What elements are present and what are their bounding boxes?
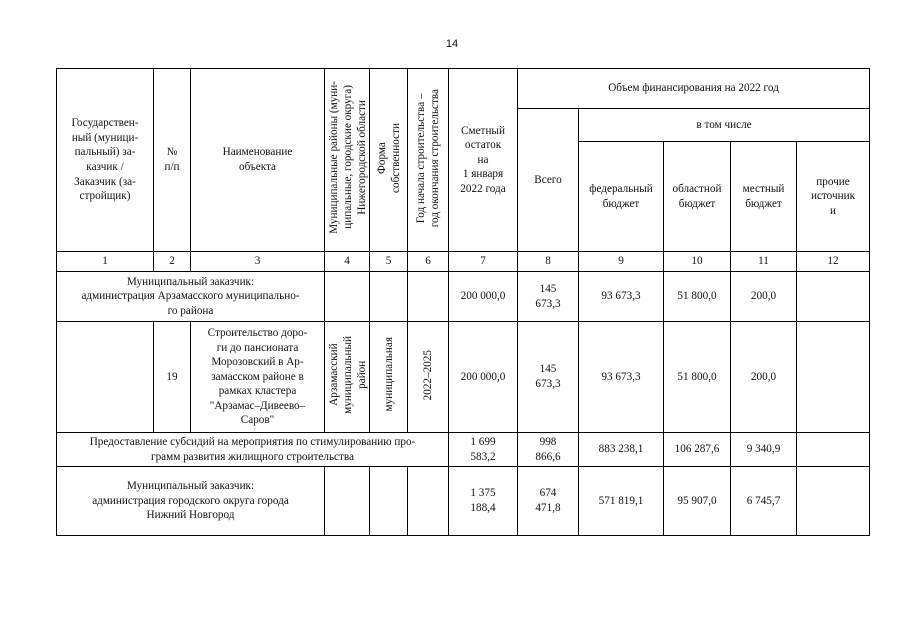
total-cell: 998 866,6 [518,433,579,467]
municipality-cell [325,322,370,433]
estimated-cell: 200 000,0 [449,322,518,433]
estimated-cell: 200 000,0 [449,272,518,322]
subsidy-label-cell: Предоставление субсидий на мероприятия по стимулированию про- грамм развития жилищного строительства [57,433,449,467]
column-number: 5 [370,252,408,272]
municipality-text: Арзамасский муниципальный район [328,335,368,414]
other-cell [797,467,870,536]
header-number: № п/п [154,69,191,252]
empty-cell [370,272,408,322]
total-cell: 145 673,3 [518,272,579,322]
nn-customer-cell: Муниципальный заказчик: администрация городского округа города Нижний Новгород [57,467,325,536]
empty-cell [325,272,370,322]
regional-cell: 51 800,0 [664,272,731,322]
column-number: 1 [57,252,154,272]
column-number: 11 [731,252,797,272]
header-total: Всего [518,109,579,252]
column-number: 9 [579,252,664,272]
empty-cell [370,467,408,536]
header-object-name: Наименование объекта [191,69,325,252]
table-row-arzamas-admin [57,272,870,322]
federal-cell: 571 819,1 [579,467,664,536]
page-number: 14 [445,38,459,50]
header-years-text: Год начала строительства – год окончания строительства [415,88,441,227]
ownership-cell [370,322,408,433]
estimated-cell: 1 375 188,4 [449,467,518,536]
arzamas-customer-cell: Муниципальный заказчик: администрация Арзамасского муниципально- го района [57,272,325,322]
table-row-road-object [57,322,870,433]
number-cell: 19 [154,322,191,433]
column-number: 10 [664,252,731,272]
regional-cell: 95 907,0 [664,467,731,536]
header-financing-volume: Объем финансирования на 2022 год [518,69,870,109]
empty-cell [57,322,154,433]
ownership-text: муниципальная [382,337,395,412]
empty-cell [325,467,370,536]
total-cell: 145 673,3 [518,322,579,433]
other-cell [797,272,870,322]
header-municipality [325,69,370,252]
column-number: 3 [191,252,325,272]
header-local: местный бюджет [731,142,797,252]
header-ownership-text: Форма собственности [375,122,402,193]
total-cell: 674 471,8 [518,467,579,536]
header-years [408,69,449,252]
empty-cell [408,467,449,536]
years-cell [408,322,449,433]
column-number: 2 [154,252,191,272]
local-cell: 6 745,7 [731,467,797,536]
federal-cell: 93 673,3 [579,272,664,322]
financing-table [56,68,870,536]
empty-cell [408,272,449,322]
column-number: 7 [449,252,518,272]
header-customer: Государствен- ный (муници- пальный) за- казчик / Заказчик (за- стройщик) [57,69,154,252]
local-cell: 200,0 [731,272,797,322]
column-number: 8 [518,252,579,272]
column-number: 4 [325,252,370,272]
column-number-row [57,252,870,272]
header-regional: областной бюджет [664,142,731,252]
header-ownership [370,69,408,252]
header-federal: федеральный бюджет [579,142,664,252]
object-name-cell: Строительство доро- ги до пансионата Морозовский в Ар- замасском районе в рамках кластера "Арзамас–Дивеево– Саров" [191,322,325,433]
column-number: 6 [408,252,449,272]
header-estimated-balance: Сметный остаток на 1 января 2022 года [449,69,518,252]
column-number: 12 [797,252,870,272]
header-other: прочие источник и [797,142,870,252]
estimated-cell: 1 699 583,2 [449,433,518,467]
other-cell [797,433,870,467]
header-including: в том числе [579,109,870,142]
local-cell: 200,0 [731,322,797,433]
header-municipality-text: Муниципальные районы (муни- ципальные, городские округа) Нижегородской области [328,81,368,235]
federal-cell: 93 673,3 [579,322,664,433]
local-cell: 9 340,9 [731,433,797,467]
other-cell [797,322,870,433]
regional-cell: 51 800,0 [664,322,731,433]
years-text: 2022–2025 [422,349,434,400]
federal-cell: 883 238,1 [579,433,664,467]
table-row-subsidy [57,433,870,467]
regional-cell: 106 287,6 [664,433,731,467]
table-row-nn-admin [57,467,870,536]
